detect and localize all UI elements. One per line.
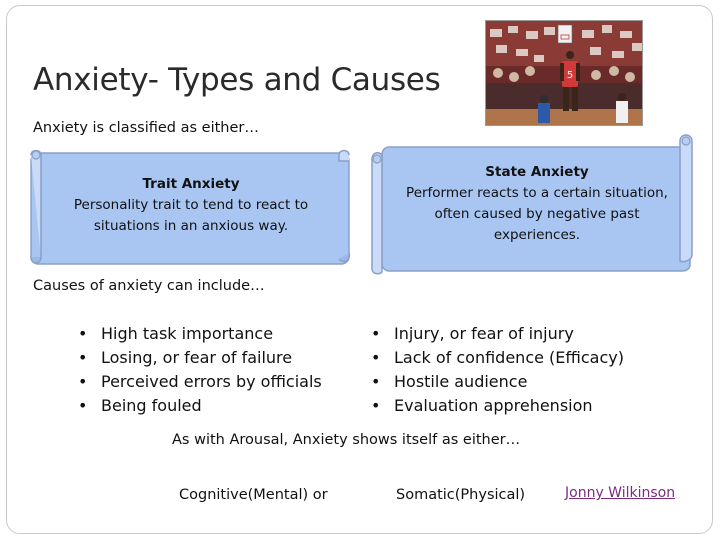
list-item-text: Injury, or fear of injury xyxy=(394,324,574,343)
bullet: • xyxy=(371,348,381,367)
list-item xyxy=(367,346,624,370)
jonny-wilkinson-link[interactable]: Jonny Wilkinson xyxy=(565,485,676,501)
list-item-text: Perceived errors by officials xyxy=(101,372,322,391)
cognitive-label: Cognitive(Mental) or xyxy=(179,487,328,503)
list-item-text: Lack of confidence (Efficacy) xyxy=(394,348,624,367)
trait-anxiety-heading: Trait Anxiety xyxy=(142,176,240,192)
state-anxiety-text xyxy=(400,162,674,246)
state-anxiety-body: Performer reacts to a certain situation, often caused by negative past experiences. xyxy=(406,185,668,243)
state-anxiety-scroll xyxy=(370,133,698,275)
list-item-text: Evaluation apprehension xyxy=(394,396,593,415)
list-item xyxy=(74,346,322,370)
list-item-text: High task importance xyxy=(101,324,274,343)
bullet: • xyxy=(78,324,88,343)
bullet: • xyxy=(371,324,381,343)
arousal-statement: As with Arousal, Anxiety shows itself as either… xyxy=(172,432,521,448)
classification-intro: Anxiety is classified as either… xyxy=(33,120,259,136)
list-item xyxy=(367,322,624,346)
bullet: • xyxy=(78,348,88,367)
causes-intro: Causes of anxiety can include… xyxy=(33,278,265,294)
list-item xyxy=(367,370,624,394)
basketball-crowd-photo xyxy=(485,20,643,126)
list-item xyxy=(74,370,322,394)
photo-graphic xyxy=(486,21,643,126)
bullet: • xyxy=(78,396,88,415)
trait-anxiety-scroll xyxy=(25,147,351,265)
state-anxiety-heading: State Anxiety xyxy=(485,164,589,180)
slide-title: Anxiety- Types and Causes xyxy=(33,62,441,98)
list-item-text: Being fouled xyxy=(101,396,202,415)
svg-text:5: 5 xyxy=(566,70,574,81)
causes-list-right xyxy=(367,322,624,418)
trait-anxiety-text xyxy=(55,174,327,237)
trait-anxiety-body: Personality trait to tend to react to situations in an anxious way. xyxy=(73,197,309,234)
list-item-text: Losing, or fear of failure xyxy=(101,348,293,367)
list-item-text: Hostile audience xyxy=(394,372,528,391)
somatic-label: Somatic(Physical) xyxy=(396,487,526,503)
list-item xyxy=(74,394,322,418)
list-item xyxy=(367,394,624,418)
bullet: • xyxy=(78,372,88,391)
bullet: • xyxy=(371,396,381,415)
bullet: • xyxy=(371,372,381,391)
list-item xyxy=(74,322,322,346)
causes-list-left xyxy=(74,322,322,418)
